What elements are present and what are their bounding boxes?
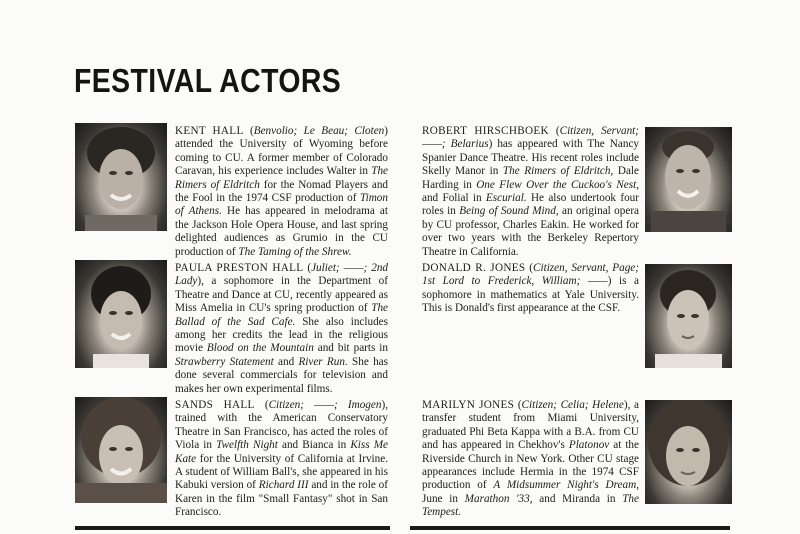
bio-italic-title: Being of Sound Mind, <box>459 205 559 218</box>
bio-italic-title: The Ballad of the Sad Cafe. <box>175 302 388 328</box>
bio-italic-title: Escurial. <box>485 192 527 205</box>
bio-text: , a sophomore in the Department of Theatre and Dance at CU, recently appeared as Miss Amelia in CU's spring production of <box>175 275 388 315</box>
bio-text: , trained with the American Conservatory Theatre in San Francisco, has acted the roles of Viola in <box>175 399 388 452</box>
bio-italic-title: Kiss Me Kate <box>175 439 389 465</box>
bio-text: He has appeared in melodrama at the Jackson Hole Opera House, and last spring delighted audiences as Grumio in the CU production of <box>175 205 388 258</box>
actor-roles: Benvolio; Le Beau; Cloten <box>253 125 385 137</box>
bio-text: and bit parts in <box>313 342 388 355</box>
bio-italic-title: Platonov <box>568 439 610 452</box>
roles-close-paren: ) <box>197 275 202 288</box>
portrait-photo-kent-hall <box>75 123 167 231</box>
bio-kent-hall <box>175 125 388 259</box>
bio-text: and in the role of Karen in the film "Small Fantasy" shot in San Francisco. <box>175 479 388 519</box>
bio-marilyn-jones <box>422 399 639 520</box>
bio-italic-title: Richard III <box>258 479 309 492</box>
portrait-photo-marilyn-jones <box>645 400 732 504</box>
roles-close-paren: ) <box>607 275 612 288</box>
portrait-photo-sands-hall <box>75 397 167 503</box>
bio-text: He also undertook four roles in <box>422 192 639 218</box>
portrait-photo-paula-preston-hall <box>75 260 167 368</box>
actor-name: SANDS HALL <box>175 399 255 411</box>
bio-italic-title: Timon of Athens. <box>175 192 388 218</box>
actor-roles: Citizen; ——; Imogen <box>268 399 382 411</box>
bio-text: June in <box>422 492 465 505</box>
bio-italic-title: Strawberry Statement <box>175 355 274 368</box>
bio-text: for the University of California at Irvine. A student of William Ball's, she appeared in his Kabuki version of <box>175 452 388 492</box>
page-title: FESTIVAL ACTORS <box>74 62 342 99</box>
bottom-rule-right <box>410 526 730 530</box>
bio-text: and <box>273 355 299 368</box>
bio-italic-title: One Flew Over the Cuckoo's Nest, <box>476 178 639 191</box>
bio-italic-title: Twelfth Night <box>216 439 278 452</box>
actor-roles: Citizen, Servant; ——; Belarius <box>422 125 640 151</box>
roles-close-paren: ) <box>384 125 388 137</box>
bio-text: and Bianca in <box>277 439 351 452</box>
bio-text: She has done several commercials for television and makes her own experimental films. <box>175 355 389 395</box>
bottom-rule-left <box>75 526 390 530</box>
bio-italic-title: The Rimers of Eldritch <box>175 165 388 191</box>
actor-name: MARILYN JONES <box>422 399 515 411</box>
actor-name: ROBERT HIRSCHBOEK <box>422 125 549 137</box>
actor-roles: Citizen; Celia; Helene <box>521 399 624 411</box>
roles-open-paren: ( <box>264 399 269 411</box>
bio-italic-title: Marathon '33, <box>464 492 533 505</box>
actor-name: KENT HALL <box>175 125 244 137</box>
bio-text: for the Nomad Players and the Fool in the 1974 CSF production of <box>175 178 389 205</box>
roles-open-paren: ( <box>517 399 522 411</box>
bio-text: She also includes among her credits the lead in the religious movie <box>175 315 388 355</box>
bio-italic-title: The Taming of the Shrew. <box>238 245 352 258</box>
roles-close-paren: ) <box>623 399 628 411</box>
actor-name: PAULA PRESTON HALL <box>175 262 304 274</box>
bio-paula-preston-hall <box>175 262 388 396</box>
bio-italic-title: River Run. <box>298 355 348 368</box>
bio-italic-title: A Midsummer Night's Dream, <box>493 479 639 492</box>
bio-italic-title: Blood on the Mountain <box>206 342 314 355</box>
bio-text: at the Riverside Church in New York. Other CU stage appearances include Hermia in the 1974 CSF production of <box>422 439 639 492</box>
portrait-photo-donald-r-jones <box>645 264 732 368</box>
bio-text: , a transfer student from Miami University, graduated Phi Beta Kappa with a B.A. from CU and has appeared in Chekhov's <box>422 399 639 452</box>
bio-text: an original opera by CU professor, Charles Eakin. He worked for over two years with the Berkeley Repertory Theatre in California. <box>422 205 640 258</box>
bio-robert-hirschboek <box>422 125 639 259</box>
bio-text: has appeared with The Nancy Spanier Dance Theatre. His recent roles include Skelly Manor in <box>422 138 640 178</box>
roles-close-paren: ) <box>381 399 386 411</box>
bio-sands-hall <box>175 399 388 520</box>
roles-open-paren: ( <box>555 125 560 137</box>
bio-text: is a sophomore in mathematics at Yale University. This is Donald's first appearance at the CSF. <box>422 275 639 315</box>
roles-open-paren: ( <box>307 262 312 274</box>
portrait-photo-robert-hirschboek <box>645 127 732 232</box>
bio-text: attended the University of Wyoming before coming to CU. A former member of Colorado Caravan, his experience includes Walter in <box>175 138 388 178</box>
roles-open-paren: ( <box>250 125 254 137</box>
bio-text: and Miranda in <box>532 492 623 505</box>
actor-name: DONALD R. JONES <box>422 262 526 274</box>
bio-donald-r-jones <box>422 262 639 316</box>
roles-close-paren: ) <box>488 138 493 151</box>
bio-italic-title: The Tempest. <box>422 492 639 519</box>
actor-roles: Citizen, Servant, Page; 1st Lord to Frederick, William; —— <box>422 262 640 288</box>
bio-text: and Folial in <box>422 192 486 205</box>
actor-roles: Juliet; ——; 2nd Lady <box>175 262 389 288</box>
bio-italic-title: The Rimers of Eldritch, <box>502 165 614 178</box>
bio-text: Dale Harding in <box>422 165 640 191</box>
roles-open-paren: ( <box>529 262 534 274</box>
